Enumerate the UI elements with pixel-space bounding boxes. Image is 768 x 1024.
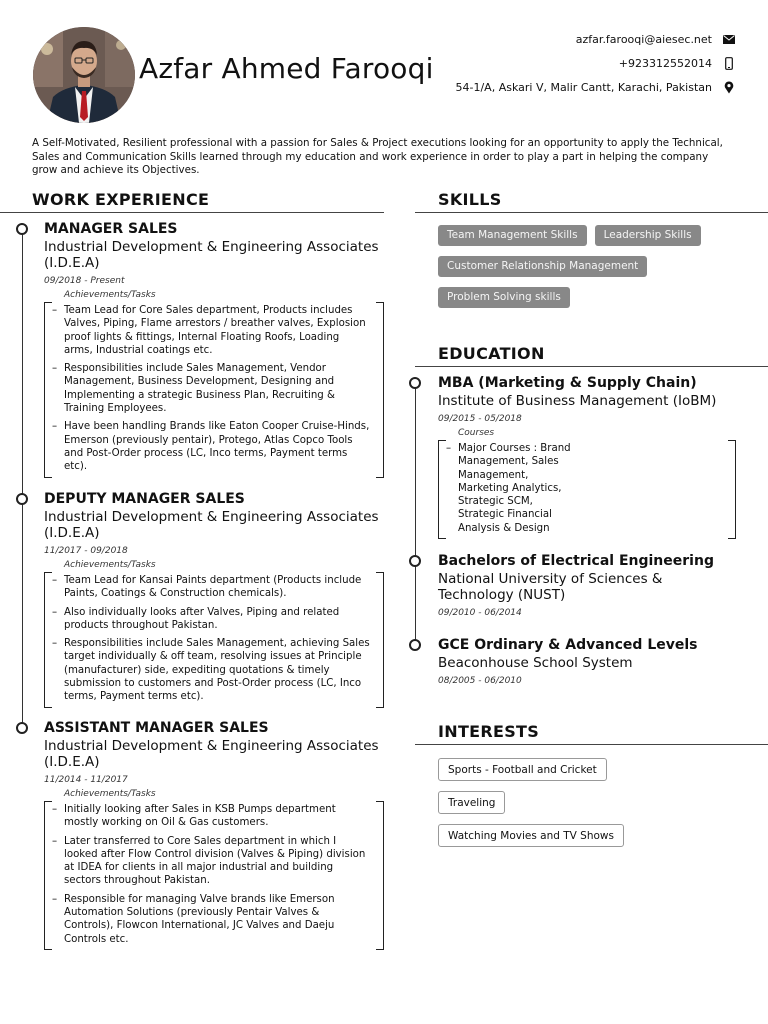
tasks-box bbox=[44, 302, 384, 478]
school-name: Institute of Business Management (IoBM) bbox=[438, 393, 717, 409]
job-title: DEPUTY MANAGER SALES bbox=[44, 491, 245, 507]
task-bullet: – Responsibilities include Sales Management, achieving Sales target individually & off team, resolving issues at Principle (manufacturer) side, expediting quotations & timely submission to customers and Post-Order process (LC, Inco terms, Payment terms etc). bbox=[64, 637, 370, 703]
tasks-box bbox=[44, 572, 384, 708]
divider-interests bbox=[415, 744, 768, 745]
job-entry bbox=[44, 221, 384, 478]
envelope-icon bbox=[722, 32, 736, 46]
contact-phone bbox=[406, 51, 736, 75]
skill-tag: Customer Relationship Management bbox=[438, 256, 647, 277]
education-entry bbox=[438, 553, 738, 619]
timeline-dot bbox=[16, 722, 28, 734]
phone-text[interactable]: +923312552014 bbox=[618, 56, 712, 70]
degree-title: GCE Ordinary & Advanced Levels bbox=[438, 637, 698, 653]
job-entry bbox=[44, 720, 384, 950]
company-name: Industrial Development & Engineering Associates (I.D.E.A) bbox=[44, 239, 379, 271]
task-bullet: – Initially looking after Sales in KSB Pumps department mostly working on Oil & Gas customers. bbox=[64, 803, 370, 830]
degree-title: MBA (Marketing & Supply Chain) bbox=[438, 375, 697, 391]
section-title-skills: SKILLS bbox=[438, 190, 502, 209]
contact-email bbox=[406, 27, 736, 51]
email-text[interactable]: azfar.farooqi@aiesec.net bbox=[575, 32, 712, 46]
interest-tag: Traveling bbox=[438, 791, 505, 814]
interest-tag: Sports - Football and Cricket bbox=[438, 758, 607, 781]
tasks-label: Achievements/Tasks bbox=[64, 290, 156, 300]
education-dates: 09/2010 - 06/2014 bbox=[438, 608, 522, 618]
education-dates: 09/2015 - 05/2018 bbox=[438, 414, 522, 424]
education-entry bbox=[438, 637, 738, 687]
timeline-dot bbox=[16, 223, 28, 235]
skill-tag: Problem Solving skills bbox=[438, 287, 570, 308]
task-bullet: – Team Lead for Core Sales department, Products includes Valves, Piping, Flame arrestors / breather valves, Explosion proof lights & fittings, Internal Floating Roofs, Loading arms, Industrial coatings etc. bbox=[64, 304, 370, 357]
interest-tag: Watching Movies and TV Shows bbox=[438, 824, 624, 847]
task-bullet: – Also individually looks after Valves, Piping and related products throughout Pakistan. bbox=[64, 606, 370, 633]
professional-summary: A Self-Motivated, Resilient professional with a passion for Sales & Project executions looking for an opportunity to apply the Technical, Sales and Communication Skills learned through my education and work experience in order to play a part in helping the company grow and achieve its Objectives. bbox=[32, 137, 723, 176]
contact-info bbox=[406, 27, 736, 99]
phone-icon bbox=[722, 56, 736, 70]
degree-title: Bachelors of Electrical Engineering bbox=[438, 553, 714, 569]
tasks-label: Achievements/Tasks bbox=[64, 789, 156, 799]
timeline-dot bbox=[409, 555, 421, 567]
section-title-interests: INTERESTS bbox=[438, 722, 540, 741]
education-timeline bbox=[415, 383, 416, 645]
section-title-education: EDUCATION bbox=[438, 344, 545, 363]
task-bullet: – Later transferred to Core Sales department in which I looked after Flow Control division (Valves & Piping) division at IDEA for clients in all major industrial and building sectors throughout Pakistan. bbox=[64, 835, 370, 888]
candidate-name: Azfar Ahmed Farooqi bbox=[139, 52, 434, 85]
tasks-box bbox=[44, 801, 384, 950]
education-entry bbox=[438, 375, 738, 539]
divider-skills bbox=[415, 212, 768, 213]
address-text: 54-1/A, Askari V, Malir Cantt, Karachi, Pakistan bbox=[455, 80, 712, 94]
skill-tag: Team Management Skills bbox=[438, 225, 587, 246]
profile-photo bbox=[33, 27, 135, 123]
task-bullet: – Responsibilities include Sales Management, Vendor Management, Business Development, Designing and Implementing a strategic Business Plan, Recruiting & Training Employees. bbox=[64, 362, 370, 415]
task-bullet: – Have been handling Brands like Eaton Cooper Cruise-Hinds, Emerson (previously pentair), Protego, Atlas Copco Tools and Post-Order process (LC, Inco terms, Payment terms etc). bbox=[64, 420, 370, 473]
job-title: MANAGER SALES bbox=[44, 221, 178, 237]
job-title: ASSISTANT MANAGER SALES bbox=[44, 720, 269, 736]
timeline-dot bbox=[409, 639, 421, 651]
school-name: Beaconhouse School System bbox=[438, 655, 633, 671]
job-dates: 11/2014 - 11/2017 bbox=[44, 775, 128, 785]
map-pin-icon bbox=[722, 80, 736, 94]
skill-tag: Leadership Skills bbox=[595, 225, 701, 246]
task-bullet: – Responsible for managing Valve brands like Emerson Automation Solutions (previously Pentair Valves & Controls), Flowcon International, JC Valves and Daeju Controls etc. bbox=[64, 893, 370, 946]
school-name: National University of Sciences & Technology (NUST) bbox=[438, 571, 663, 603]
divider-education bbox=[415, 366, 768, 367]
contact-address bbox=[406, 75, 736, 99]
section-title-work: WORK EXPERIENCE bbox=[32, 190, 210, 209]
timeline-dot bbox=[409, 377, 421, 389]
divider-work bbox=[0, 212, 384, 213]
task-bullet: – Team Lead for Kansai Paints department (Products include Paints, Coatings & Construction chemicals). bbox=[64, 574, 370, 601]
skills-list bbox=[438, 225, 738, 318]
company-name: Industrial Development & Engineering Associates (I.D.E.A) bbox=[44, 738, 379, 770]
timeline-dot bbox=[16, 493, 28, 505]
courses-label: Courses bbox=[458, 428, 495, 438]
tasks-label: Achievements/Tasks bbox=[64, 560, 156, 570]
company-name: Industrial Development & Engineering Associates (I.D.E.A) bbox=[44, 509, 379, 541]
education-dates: 08/2005 - 06/2010 bbox=[438, 676, 522, 686]
courses-box bbox=[438, 440, 736, 539]
job-dates: 09/2018 - Present bbox=[44, 276, 125, 286]
course-bullet: – Major Courses : Brand Management, Sales Management, Marketing Analytics, Strategic SCM, Strategic Financial Analysis & Design bbox=[458, 442, 578, 535]
job-entry bbox=[44, 491, 384, 708]
work-timeline bbox=[22, 229, 23, 729]
job-dates: 11/2017 - 09/2018 bbox=[44, 546, 128, 556]
